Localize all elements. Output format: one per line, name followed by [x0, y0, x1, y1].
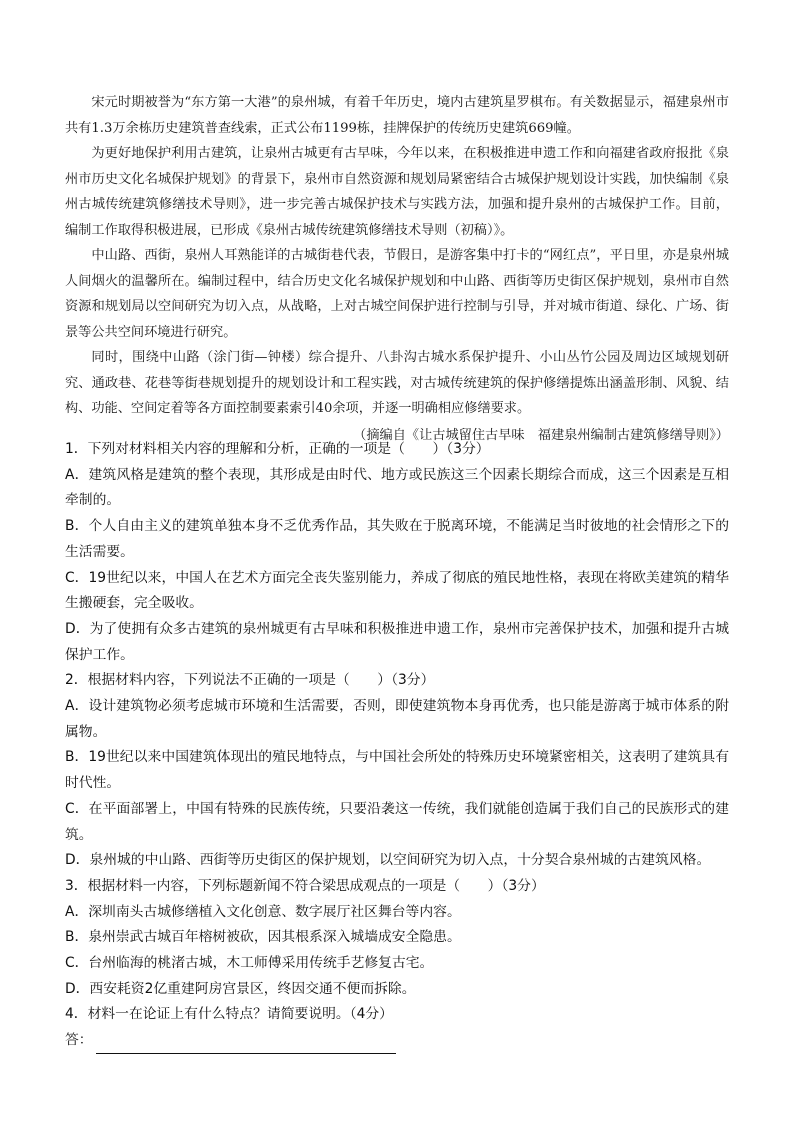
answer-row — [65, 1028, 729, 1054]
question-1-option-c: C．19世纪以来，中国人在艺术方面完全丧失鉴别能力，养成了彻底的殖民地性格，表现在将欧美建筑的精华生搬硬套，完全吸收。 — [65, 569, 729, 612]
question-2-option-a: A．设计建筑物必须考虑城市环境和生活需要，否则，即使建筑物本身再优秀，也只能是游离于城市体系的附属物。 — [65, 698, 729, 740]
material-source: （摘编自《让古城留住古早味 福建泉州编制古建筑修缮导则》） — [353, 427, 729, 443]
material-paragraph: 宋元时期被誉为“东方第一大港”的泉州城，有着千年历史，境内古建筑星罗棋布。有关数据显示，福建泉州市共有1.3万余栋历史建筑普查线索，正式公布1199栋，挂牌保护的传统历史建筑669幢。 — [65, 95, 729, 136]
material-paragraph: 为更好地保护利用古建筑，让泉州古城更有古早味，今年以来，在积极推进申遗工作和向福建省政府报批《泉州市历史文化名城保护规划》的背景下，泉州市自然资源和规划局紧密结合古城保护规划设计实践，加快编制《泉州古城传统建筑修缮技术导则》，进一步完善古城保护技术与实践方法，加强和提升泉州的古城保护工作。目前，编制工作取得积极进展，已形成《泉州古城传统建筑修缮技术导则（初稿）》。 — [65, 146, 729, 238]
material-paragraph: 中山路、西街，泉州人耳熟能详的古城街巷代表，节假日，是游客集中打卡的“网红点”，平日里，亦是泉州城人间烟火的温馨所在。编制过程中，结合历史文化名城保护规划和中山路、西街等历史街区保护规划，泉州市自然资源和规划局以空间研究为切入点，从战略，上对古城空间保护进行控制与引导，并对城市街道、绿化、广场、街景等公共空间环境进行研究。 — [65, 248, 729, 340]
question-3-stem: 3．根据材料一内容，下列标题新闻不符合梁思成观点的一项是（ ）（3分） — [65, 877, 545, 894]
question-3-option-c: C．台州临海的桃渚古城，木工师傅采用传统手艺修复古宅。 — [65, 955, 434, 972]
question-3-option-b: B．泉州崇武古城百年榕树被砍，因其根系深入城墙成安全隐患。 — [65, 929, 461, 946]
question-3-option-d: D．西安耗资2亿重建阿房宫景区，终因交通不便而拆除。 — [65, 980, 416, 997]
question-2-stem: 2．根据材料内容，下列说法不正确的一项是（ ）（3分） — [65, 672, 435, 689]
answer-line[interactable] — [96, 1038, 396, 1054]
question-4-stem: 4．材料一在论证上有什么特点？请简要说明。（4分） — [65, 1006, 393, 1023]
question-2-option-d: D．泉州城的中山路、西街等历史街区的保护规划，以空间研究为切入点，十分契合泉州城的古建筑风格。 — [65, 852, 711, 869]
question-2-option-c: C．在平面部署上，中国有特殊的民族传统，只要沿袭这一传统，我们就能创造属于我们自己的民族形式的建筑。 — [65, 800, 729, 843]
question-1-option-b: B．个人自由主义的建筑单独本身不乏优秀作品，其失败在于脱离环境，不能满足当时彼地的社会情形之下的生活需要。 — [65, 518, 729, 560]
question-1-option-a: A．建筑风格是建筑的整个表现，其形成是由时代、地方或民族这三个因素长期综合而成，这三个因素是互相牵制的。 — [65, 466, 729, 509]
question-1-option-d: D．为了使拥有众多古建筑的泉州城更有古早味和积极推进申遗工作，泉州市完善保护技术，加强和提升古城保护工作。 — [65, 620, 729, 663]
question-3-option-a: A．深圳南头古城修缮植入文化创意、数字展厅社区舞台等内容。 — [65, 903, 461, 920]
reading-material — [65, 90, 729, 448]
question-list — [65, 437, 729, 1054]
question-1-stem: 1．下列对材料相关内容的理解和分析，正确的一项是（ ）（3分） — [65, 441, 490, 457]
question-2-option-b: B．19世纪以来中国建筑体现出的殖民地特点，与中国社会所处的特殊历史环境紧密相关，这表明了建筑具有时代性。 — [65, 749, 729, 792]
answer-label: 答： — [65, 1032, 93, 1049]
material-paragraph: 同时，围绕中山路（涂门街—钟楼）综合提升、八卦沟古城水系保护提升、小山丛竹公园及周边区域规划研究、通政巷、花巷等街巷规划提升的规划设计和工程实践，对古城传统建筑的保护修缮提炼出涵盖形制、风貌、结构、功能、空间定着等各方面控制要素索引40余项，并逐一明确相应修缮要求。 — [65, 350, 729, 416]
